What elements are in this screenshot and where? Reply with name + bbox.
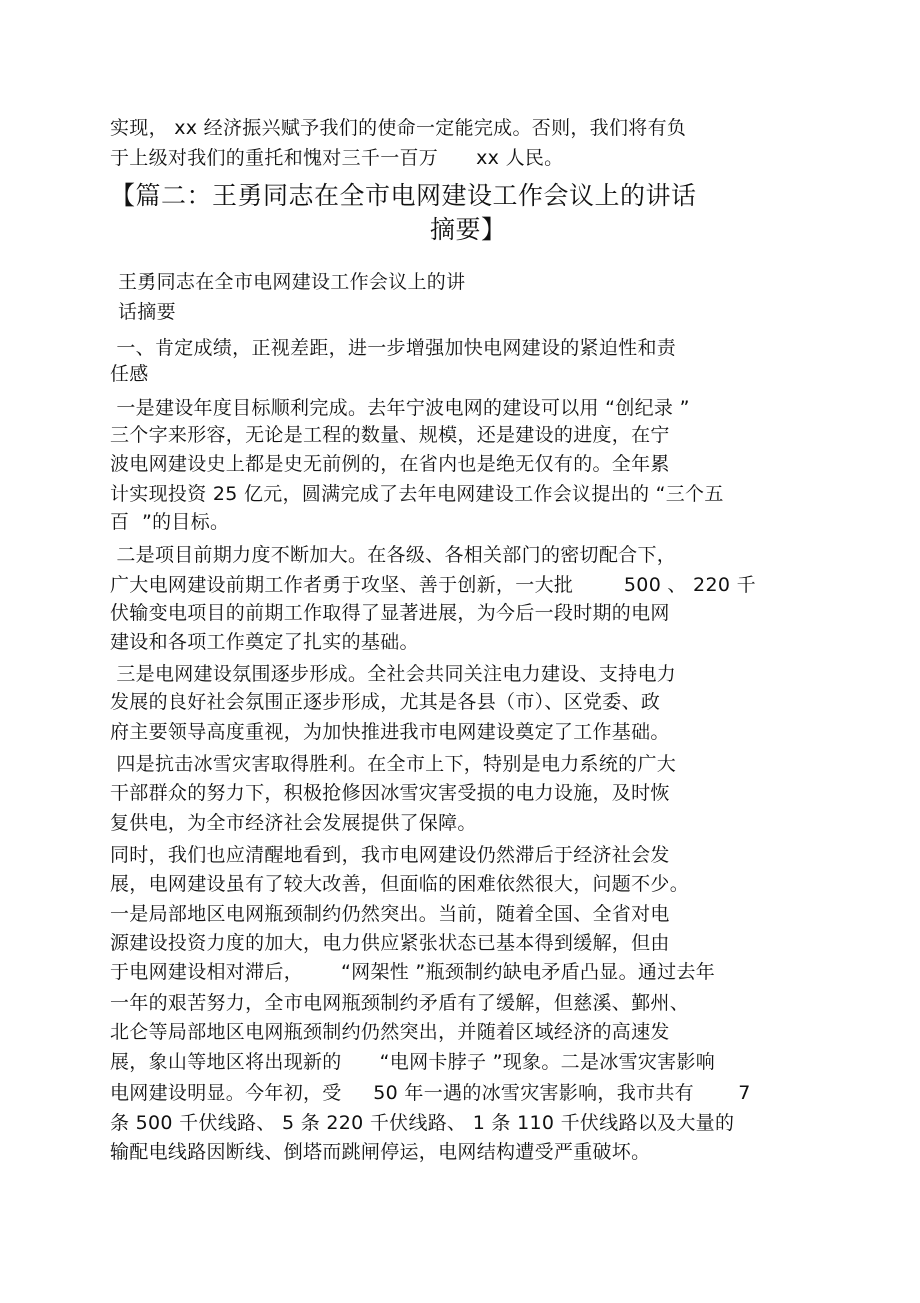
body-line: 建设和各项工作奠定了扎实的基础。: [110, 631, 419, 653]
body-line: 府主要领导高度重视，为加快推进我市电网建设奠定了工作基础。: [110, 721, 670, 743]
body-line: 北仑等局部地区电网瓶颈制约仍然突出，并随着区域经济的高速发: [110, 1021, 670, 1043]
body-line: 三是电网建设氛围逐步形成。全社会共同关注电力建设、支持电力: [110, 663, 677, 685]
body-line: 四是抗击冰雪灾害取得胜利。在全市上下，特别是电力系统的广大: [110, 753, 677, 775]
body-line: 干部群众的努力下，积极抢修因冰雪灾害受损的电力设施，及时恢: [110, 782, 670, 804]
body-line: 一年的艰苦努力，全市电网瓶颈制约矛盾有了缓解，但慈溪、鄞州、: [110, 992, 690, 1014]
section-heading: 摘要】: [430, 215, 507, 244]
intro-line: 实现， xx 经济振兴赋予我们的使命一定能完成。否则，我们将有负: [110, 117, 687, 139]
body-line: 一是局部地区电网瓶颈制约仍然突出。当前，随着全国、全省对电: [110, 903, 670, 925]
body-line: 三个字来形容，无论是工程的数量、规模，还是建设的进度，在宁: [110, 424, 670, 446]
body-line: 二是项目前期力度不断加大。在各级、各相关部门的密切配合下，: [110, 544, 677, 566]
body-line: 展，象山等地区将出现新的 “电网卡脖子 ”现象。二是冰雪灾害影响: [110, 1051, 716, 1073]
body-line: 一、肯定成绩，正视差距，进一步增强加快电网建设的紧迫性和责: [110, 337, 677, 359]
body-line: 于电网建设相对滞后， “网架性 ”瓶颈制约缺电矛盾凸显。通过去年: [110, 961, 716, 983]
body-line: 伏输变电项目的前期工作取得了显著进展，为今后一段时期的电网: [110, 602, 670, 624]
body-line: 一是建设年度目标顺利完成。去年宁波电网的建设可以用 “创纪录 ”: [110, 397, 690, 419]
body-line: 百 ”的目标。: [110, 511, 230, 533]
body-line: 展，电网建设虽有了较大改善，但面临的困难依然很大，问题不少。: [110, 873, 690, 895]
body-line: 任感: [110, 363, 149, 385]
body-line: 波电网建设史上都是史无前例的，在省内也是绝无仅有的。全年累: [110, 453, 670, 475]
intro-line: 于上级对我们的重托和愧对三千一百万 xx 人民。: [110, 147, 564, 169]
body-line: 发展的良好社会氛围正逐步形成，尤其是各县（市）、区党委、政: [110, 691, 661, 713]
body-line: 计实现投资 25 亿元，圆满完成了去年电网建设工作会议提出的 “三个五: [110, 483, 724, 505]
body-line: 同时，我们也应清醒地看到，我市电网建设仍然滞后于经济社会发: [110, 844, 670, 866]
body-line: 源建设投资力度的加大，电力供应紧张状态已基本得到缓解，但由: [110, 932, 670, 954]
section-heading: 【篇二：王勇同志在全市电网建设工作会议上的讲话: [110, 181, 697, 210]
subtitle-line: 王勇同志在全市电网建设工作会议上的讲: [118, 271, 466, 293]
body-line: 电网建设明显。今年初，受 50 年一遇的冰雪灾害影响，我市共有 7: [110, 1082, 751, 1104]
body-line: 广大电网建设前期工作者勇于攻坚、善于创新，一大批 500 、 220 千: [110, 574, 756, 596]
body-line: 条 500 千伏线路、 5 条 220 千伏线路、 1 条 110 千伏线路以及大量的: [110, 1112, 735, 1134]
subtitle-line: 话摘要: [118, 301, 176, 323]
body-line: 输配电线路因断线、倒塔而跳闸停运，电网结构遭受严重破坏。: [110, 1141, 651, 1163]
body-line: 复供电，为全市经济社会发展提供了保障。: [110, 812, 477, 834]
